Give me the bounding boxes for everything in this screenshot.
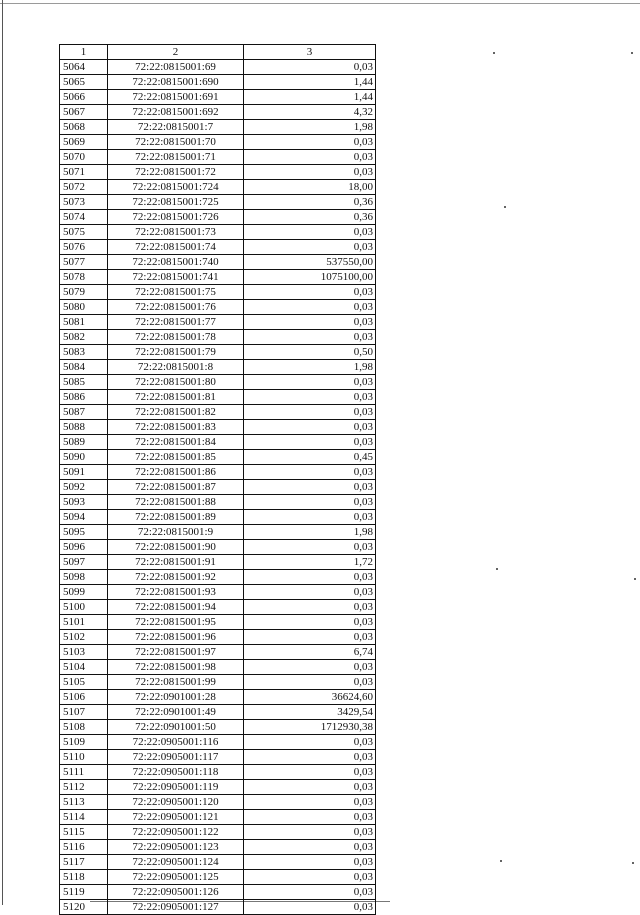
value-cell: 0,03 bbox=[244, 240, 376, 255]
row-number: 5097 bbox=[60, 555, 108, 570]
row-number: 5119 bbox=[60, 885, 108, 900]
cadastral-number: 72:22:0905001:119 bbox=[108, 780, 244, 795]
table-row bbox=[60, 615, 376, 630]
value-cell: 0,03 bbox=[244, 285, 376, 300]
table-row bbox=[60, 285, 376, 300]
row-number: 5106 bbox=[60, 690, 108, 705]
value-cell: 0,03 bbox=[244, 600, 376, 615]
row-number: 5091 bbox=[60, 465, 108, 480]
table-row bbox=[60, 525, 376, 540]
table-row bbox=[60, 405, 376, 420]
table-row bbox=[60, 465, 376, 480]
cadastral-number: 72:22:0815001:725 bbox=[108, 195, 244, 210]
row-number: 5104 bbox=[60, 660, 108, 675]
value-cell: 18,00 bbox=[244, 180, 376, 195]
value-cell: 1,98 bbox=[244, 360, 376, 375]
table-body bbox=[60, 60, 376, 915]
value-cell: 0,03 bbox=[244, 840, 376, 855]
value-cell: 0,03 bbox=[244, 315, 376, 330]
value-cell: 3429,54 bbox=[244, 705, 376, 720]
row-number: 5065 bbox=[60, 75, 108, 90]
table-row bbox=[60, 795, 376, 810]
row-number: 5090 bbox=[60, 450, 108, 465]
row-number: 5116 bbox=[60, 840, 108, 855]
cadastral-number: 72:22:0815001:77 bbox=[108, 315, 244, 330]
table-row bbox=[60, 270, 376, 285]
value-cell: 0,03 bbox=[244, 375, 376, 390]
cadastral-number: 72:22:0815001:92 bbox=[108, 570, 244, 585]
header-col-1: 1 bbox=[60, 45, 108, 60]
value-cell: 0,03 bbox=[244, 870, 376, 885]
row-number: 5109 bbox=[60, 735, 108, 750]
cadastral-number: 72:22:0815001:98 bbox=[108, 660, 244, 675]
cadastral-number: 72:22:0905001:124 bbox=[108, 855, 244, 870]
value-cell: 0,36 bbox=[244, 195, 376, 210]
cadastral-number: 72:22:0815001:74 bbox=[108, 240, 244, 255]
table-row bbox=[60, 675, 376, 690]
cadastral-number: 72:22:0815001:726 bbox=[108, 210, 244, 225]
row-number: 5068 bbox=[60, 120, 108, 135]
row-number: 5094 bbox=[60, 510, 108, 525]
table-header-row bbox=[60, 45, 376, 60]
table-row bbox=[60, 855, 376, 870]
cadastral-number: 72:22:0905001:123 bbox=[108, 840, 244, 855]
cadastral-number: 72:22:0905001:126 bbox=[108, 885, 244, 900]
value-cell: 0,03 bbox=[244, 825, 376, 840]
value-cell: 0,03 bbox=[244, 510, 376, 525]
row-number: 5092 bbox=[60, 480, 108, 495]
value-cell: 0,03 bbox=[244, 465, 376, 480]
cadastral-number: 72:22:0905001:120 bbox=[108, 795, 244, 810]
row-number: 5081 bbox=[60, 315, 108, 330]
cadastral-number: 72:22:0815001:7 bbox=[108, 120, 244, 135]
row-number: 5087 bbox=[60, 405, 108, 420]
cadastral-number: 72:22:0905001:121 bbox=[108, 810, 244, 825]
table-row bbox=[60, 555, 376, 570]
row-number: 5120 bbox=[60, 900, 108, 915]
value-cell: 1,44 bbox=[244, 75, 376, 90]
table-row bbox=[60, 390, 376, 405]
cadastral-number: 72:22:0905001:122 bbox=[108, 825, 244, 840]
row-number: 5102 bbox=[60, 630, 108, 645]
cadastral-number: 72:22:0815001:89 bbox=[108, 510, 244, 525]
row-number: 5096 bbox=[60, 540, 108, 555]
value-cell: 36624,60 bbox=[244, 690, 376, 705]
header-col-2: 2 bbox=[108, 45, 244, 60]
value-cell: 0,03 bbox=[244, 225, 376, 240]
value-cell: 0,03 bbox=[244, 495, 376, 510]
row-number: 5115 bbox=[60, 825, 108, 840]
row-number: 5113 bbox=[60, 795, 108, 810]
cadastral-number: 72:22:0815001:69 bbox=[108, 60, 244, 75]
table-row bbox=[60, 585, 376, 600]
row-number: 5118 bbox=[60, 870, 108, 885]
row-number: 5080 bbox=[60, 300, 108, 315]
table-row bbox=[60, 900, 376, 915]
row-number: 5095 bbox=[60, 525, 108, 540]
table-row bbox=[60, 180, 376, 195]
table-row bbox=[60, 330, 376, 345]
cadastral-number: 72:22:0815001:84 bbox=[108, 435, 244, 450]
cadastral-number: 72:22:0815001:76 bbox=[108, 300, 244, 315]
cadastral-number: 72:22:0815001:95 bbox=[108, 615, 244, 630]
value-cell: 0,03 bbox=[244, 480, 376, 495]
header-col-3: 3 bbox=[244, 45, 376, 60]
value-cell: 0,03 bbox=[244, 630, 376, 645]
cadastral-number: 72:22:0815001:71 bbox=[108, 150, 244, 165]
cadastral-number: 72:22:0815001:82 bbox=[108, 405, 244, 420]
table-row bbox=[60, 690, 376, 705]
table-row bbox=[60, 135, 376, 150]
cadastral-number: 72:22:0905001:118 bbox=[108, 765, 244, 780]
row-number: 5069 bbox=[60, 135, 108, 150]
value-cell: 0,03 bbox=[244, 60, 376, 75]
value-cell: 0,03 bbox=[244, 420, 376, 435]
row-number: 5072 bbox=[60, 180, 108, 195]
table-row bbox=[60, 255, 376, 270]
cadastral-number: 72:22:0815001:741 bbox=[108, 270, 244, 285]
row-number: 5108 bbox=[60, 720, 108, 735]
table-row bbox=[60, 540, 376, 555]
row-number: 5098 bbox=[60, 570, 108, 585]
value-cell: 0,03 bbox=[244, 750, 376, 765]
row-number: 5105 bbox=[60, 675, 108, 690]
page-left-rule bbox=[2, 0, 3, 905]
table-row bbox=[60, 195, 376, 210]
cadastral-number: 72:22:0815001:78 bbox=[108, 330, 244, 345]
row-number: 5101 bbox=[60, 615, 108, 630]
value-cell: 0,03 bbox=[244, 780, 376, 795]
cadastral-number: 72:22:0815001:87 bbox=[108, 480, 244, 495]
table-row bbox=[60, 420, 376, 435]
cadastral-number: 72:22:0815001:9 bbox=[108, 525, 244, 540]
value-cell: 0,03 bbox=[244, 855, 376, 870]
page-top-rule bbox=[0, 3, 640, 4]
row-number: 5082 bbox=[60, 330, 108, 345]
cadastral-number: 72:22:0815001:85 bbox=[108, 450, 244, 465]
cadastral-number: 72:22:0815001:97 bbox=[108, 645, 244, 660]
row-number: 5114 bbox=[60, 810, 108, 825]
cadastral-number: 72:22:0815001:73 bbox=[108, 225, 244, 240]
table-row bbox=[60, 450, 376, 465]
cadastral-number: 72:22:0815001:99 bbox=[108, 675, 244, 690]
row-number: 5078 bbox=[60, 270, 108, 285]
table-row bbox=[60, 225, 376, 240]
row-number: 5110 bbox=[60, 750, 108, 765]
cadastral-number: 72:22:0815001:90 bbox=[108, 540, 244, 555]
table-row bbox=[60, 780, 376, 795]
table-row bbox=[60, 810, 376, 825]
value-cell: 0,03 bbox=[244, 900, 376, 915]
row-number: 5064 bbox=[60, 60, 108, 75]
value-cell: 0,03 bbox=[244, 165, 376, 180]
row-number: 5086 bbox=[60, 390, 108, 405]
table-row bbox=[60, 75, 376, 90]
cadastral-number: 72:22:0815001:740 bbox=[108, 255, 244, 270]
row-number: 5070 bbox=[60, 150, 108, 165]
cadastral-number: 72:22:0815001:79 bbox=[108, 345, 244, 360]
value-cell: 0,03 bbox=[244, 735, 376, 750]
table-row bbox=[60, 120, 376, 135]
value-cell: 1712930,38 bbox=[244, 720, 376, 735]
row-number: 5100 bbox=[60, 600, 108, 615]
value-cell: 0,03 bbox=[244, 390, 376, 405]
row-number: 5117 bbox=[60, 855, 108, 870]
cadastral-number: 72:22:0905001:125 bbox=[108, 870, 244, 885]
row-number: 5067 bbox=[60, 105, 108, 120]
value-cell: 0,03 bbox=[244, 585, 376, 600]
table-row bbox=[60, 720, 376, 735]
cadastral-number: 72:22:0815001:8 bbox=[108, 360, 244, 375]
table-row bbox=[60, 840, 376, 855]
row-number: 5099 bbox=[60, 585, 108, 600]
row-number: 5071 bbox=[60, 165, 108, 180]
cadastral-number: 72:22:0815001:93 bbox=[108, 585, 244, 600]
table-row bbox=[60, 435, 376, 450]
table-row bbox=[60, 360, 376, 375]
cadastral-number: 72:22:0905001:127 bbox=[108, 900, 244, 915]
table-row bbox=[60, 750, 376, 765]
value-cell: 1,44 bbox=[244, 90, 376, 105]
table-row bbox=[60, 150, 376, 165]
table-row bbox=[60, 645, 376, 660]
cadastral-number: 72:22:0901001:28 bbox=[108, 690, 244, 705]
value-cell: 0,03 bbox=[244, 660, 376, 675]
value-cell: 0,03 bbox=[244, 540, 376, 555]
row-number: 5066 bbox=[60, 90, 108, 105]
row-number: 5111 bbox=[60, 765, 108, 780]
table-row bbox=[60, 60, 376, 75]
value-cell: 6,74 bbox=[244, 645, 376, 660]
cadastral-number: 72:22:0815001:724 bbox=[108, 180, 244, 195]
table-row bbox=[60, 600, 376, 615]
value-cell: 0,03 bbox=[244, 885, 376, 900]
value-cell: 0,03 bbox=[244, 150, 376, 165]
value-cell: 1,98 bbox=[244, 120, 376, 135]
table-row bbox=[60, 480, 376, 495]
cadastral-number: 72:22:0815001:72 bbox=[108, 165, 244, 180]
row-number: 5083 bbox=[60, 345, 108, 360]
row-number: 5075 bbox=[60, 225, 108, 240]
table-row bbox=[60, 345, 376, 360]
value-cell: 1,72 bbox=[244, 555, 376, 570]
value-cell: 0,03 bbox=[244, 675, 376, 690]
table-row bbox=[60, 300, 376, 315]
table-row bbox=[60, 825, 376, 840]
cadastral-number: 72:22:0815001:88 bbox=[108, 495, 244, 510]
row-number: 5093 bbox=[60, 495, 108, 510]
row-number: 5077 bbox=[60, 255, 108, 270]
value-cell: 1,98 bbox=[244, 525, 376, 540]
table-row bbox=[60, 495, 376, 510]
cadastral-number: 72:22:0901001:49 bbox=[108, 705, 244, 720]
cadastral-number: 72:22:0815001:75 bbox=[108, 285, 244, 300]
row-number: 5088 bbox=[60, 420, 108, 435]
value-cell: 0,03 bbox=[244, 300, 376, 315]
table-row bbox=[60, 735, 376, 750]
value-cell: 537550,00 bbox=[244, 255, 376, 270]
table-row bbox=[60, 885, 376, 900]
table-row bbox=[60, 105, 376, 120]
row-number: 5084 bbox=[60, 360, 108, 375]
cadastral-number: 72:22:0815001:86 bbox=[108, 465, 244, 480]
row-number: 5085 bbox=[60, 375, 108, 390]
value-cell: 0,03 bbox=[244, 135, 376, 150]
cadastral-number: 72:22:0815001:70 bbox=[108, 135, 244, 150]
value-cell: 0,03 bbox=[244, 435, 376, 450]
register-table bbox=[59, 44, 376, 915]
value-cell: 0,45 bbox=[244, 450, 376, 465]
cadastral-number: 72:22:0815001:94 bbox=[108, 600, 244, 615]
row-number: 5103 bbox=[60, 645, 108, 660]
cadastral-number: 72:22:0905001:116 bbox=[108, 735, 244, 750]
cadastral-number: 72:22:0905001:117 bbox=[108, 750, 244, 765]
cadastral-number: 72:22:0815001:691 bbox=[108, 90, 244, 105]
value-cell: 0,03 bbox=[244, 405, 376, 420]
value-cell: 1075100,00 bbox=[244, 270, 376, 285]
cadastral-number: 72:22:0815001:692 bbox=[108, 105, 244, 120]
table-row bbox=[60, 510, 376, 525]
cadastral-number: 72:22:0815001:80 bbox=[108, 375, 244, 390]
value-cell: 0,03 bbox=[244, 330, 376, 345]
table-row bbox=[60, 570, 376, 585]
cadastral-number: 72:22:0815001:96 bbox=[108, 630, 244, 645]
row-number: 5076 bbox=[60, 240, 108, 255]
cadastral-number: 72:22:0815001:690 bbox=[108, 75, 244, 90]
value-cell: 0,03 bbox=[244, 810, 376, 825]
table-row bbox=[60, 660, 376, 675]
value-cell: 0,36 bbox=[244, 210, 376, 225]
table-row bbox=[60, 210, 376, 225]
row-number: 5107 bbox=[60, 705, 108, 720]
row-number: 5089 bbox=[60, 435, 108, 450]
cadastral-number: 72:22:0901001:50 bbox=[108, 720, 244, 735]
value-cell: 0,03 bbox=[244, 615, 376, 630]
table-row bbox=[60, 90, 376, 105]
cadastral-number: 72:22:0815001:81 bbox=[108, 390, 244, 405]
value-cell: 0,03 bbox=[244, 795, 376, 810]
value-cell: 0,03 bbox=[244, 570, 376, 585]
table-row bbox=[60, 315, 376, 330]
row-number: 5073 bbox=[60, 195, 108, 210]
table-row bbox=[60, 630, 376, 645]
row-number: 5079 bbox=[60, 285, 108, 300]
value-cell: 0,50 bbox=[244, 345, 376, 360]
table-row bbox=[60, 765, 376, 780]
table-row bbox=[60, 705, 376, 720]
cadastral-number: 72:22:0815001:91 bbox=[108, 555, 244, 570]
table-row bbox=[60, 375, 376, 390]
table-row bbox=[60, 240, 376, 255]
row-number: 5112 bbox=[60, 780, 108, 795]
value-cell: 4,32 bbox=[244, 105, 376, 120]
cadastral-number: 72:22:0815001:83 bbox=[108, 420, 244, 435]
row-number: 5074 bbox=[60, 210, 108, 225]
table-row bbox=[60, 870, 376, 885]
value-cell: 0,03 bbox=[244, 765, 376, 780]
table-row bbox=[60, 165, 376, 180]
